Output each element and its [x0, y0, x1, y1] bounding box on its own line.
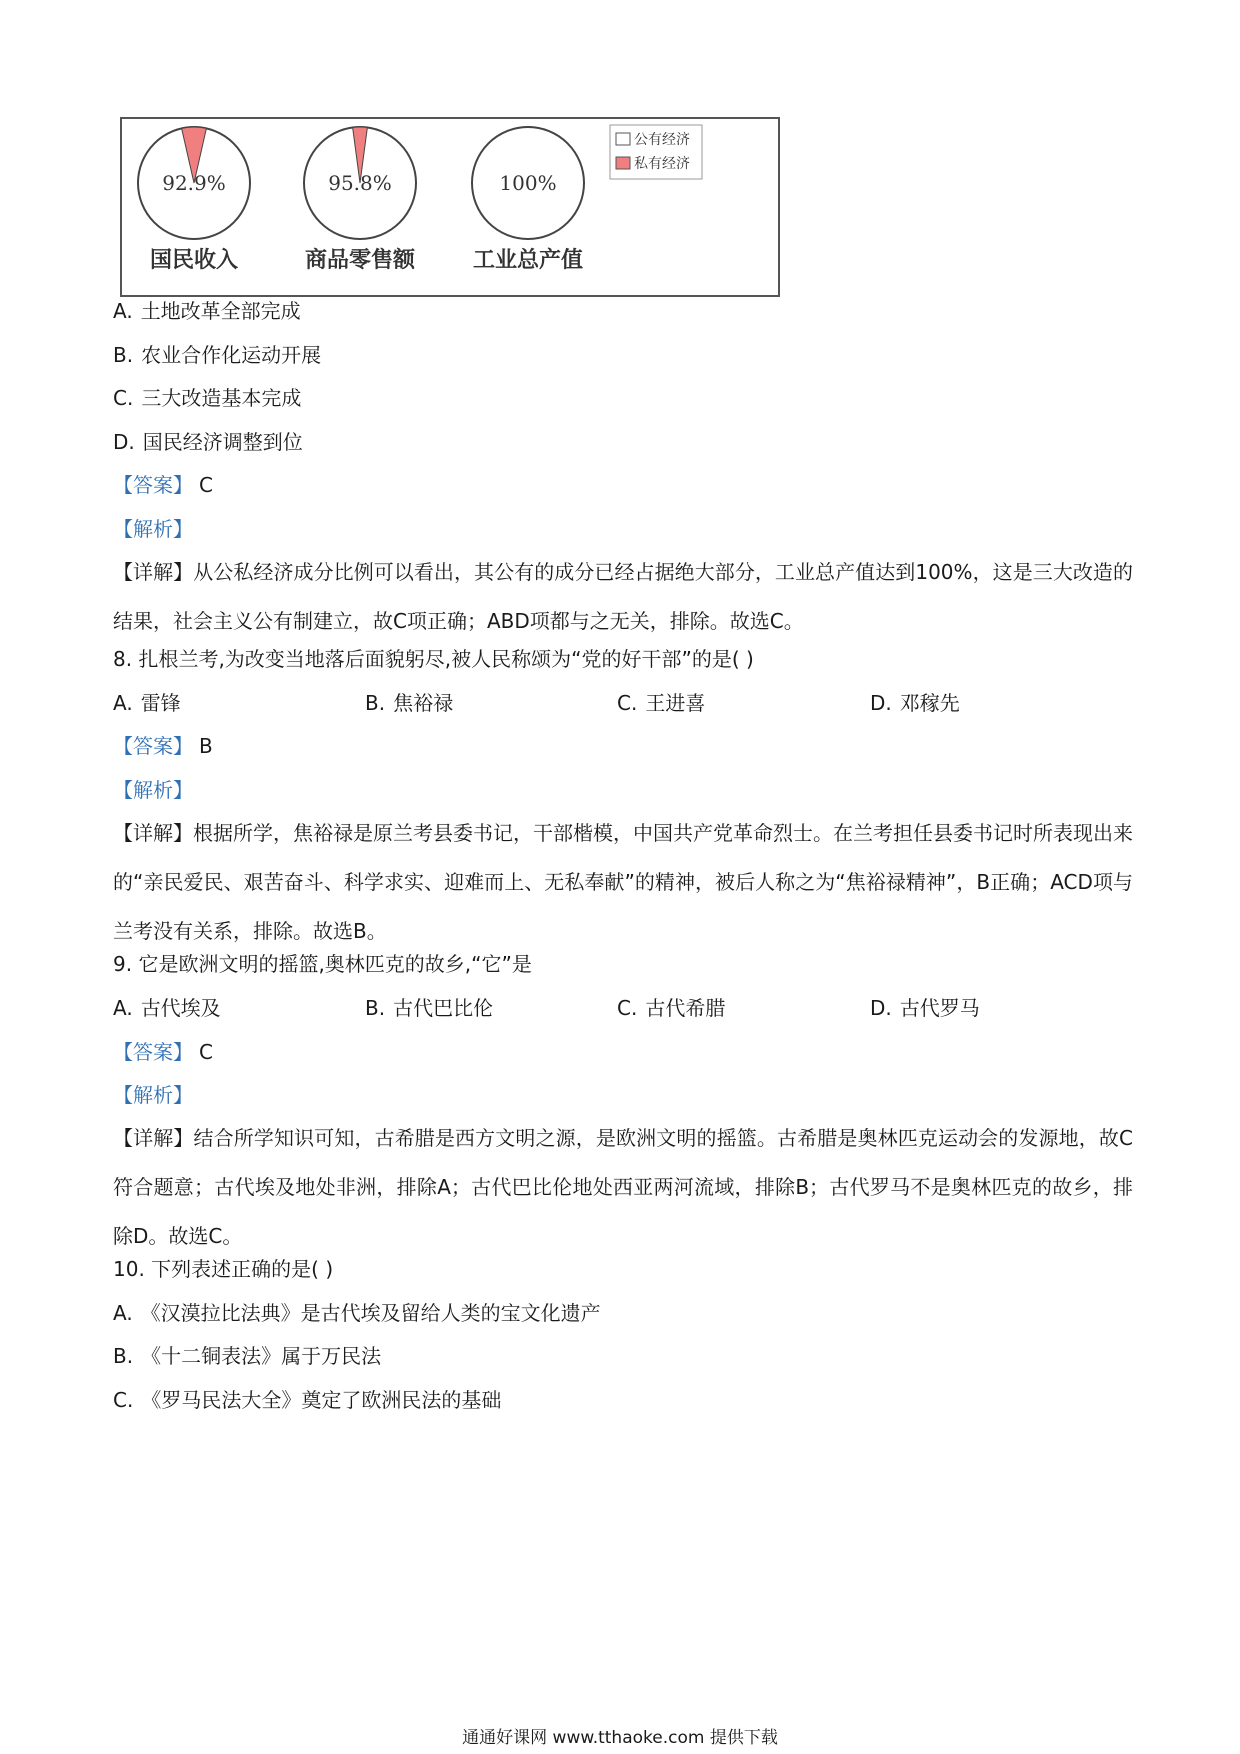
answer-tag: 【答案】	[113, 473, 193, 497]
answer-value: B	[199, 734, 213, 758]
option-letter: B.	[365, 691, 386, 715]
legend	[610, 125, 702, 179]
pie-caption: 商品零售额	[304, 247, 416, 273]
q9-stem: 9. 它是欧洲文明的摇篮,奥林匹克的故乡,“它”是	[113, 952, 532, 976]
option-letter: D.	[113, 430, 135, 454]
q8-option-a	[113, 688, 181, 718]
answer-value: C	[199, 1040, 213, 1064]
q8-option-c	[617, 688, 705, 718]
q10-option-a	[113, 1298, 601, 1328]
option-letter: B.	[113, 343, 134, 367]
option-letter: A.	[113, 1301, 133, 1325]
option-text: 农业合作化运动开展	[141, 343, 322, 367]
option-letter: C.	[617, 691, 638, 715]
q7-option-a	[113, 296, 301, 326]
option-letter: D.	[870, 996, 892, 1020]
analysis-tag: 【解析】	[113, 1083, 193, 1107]
pie-value-label: 95.8%	[328, 171, 392, 195]
q9-option-a	[113, 993, 221, 1023]
option-text: 王进喜	[645, 691, 706, 715]
option-letter: A.	[113, 299, 133, 323]
option-text: 焦裕禄	[393, 691, 454, 715]
q7-analysis	[113, 514, 193, 544]
q8-option-d	[870, 688, 960, 718]
legend-swatch-public	[616, 133, 630, 145]
q7-option-d	[113, 427, 303, 457]
option-letter: C.	[113, 1388, 134, 1412]
analysis-tag: 【解析】	[113, 778, 193, 802]
pie-caption: 工业总产值	[472, 247, 584, 273]
q8-detail: 【详解】根据所学，焦裕禄是原兰考县委书记，干部楷模，中国共产党革命烈士。在兰考担任县委书记时所表现出来的“亲民爱民、艰苦奋斗、科学求实、迎难而上、无私奉献”的精神，被后人称之为“焦裕禄精神”，B正确；ACD项与兰考没有关系，排除。故选B。	[113, 821, 1133, 943]
option-text: 三大改造基本完成	[141, 386, 302, 410]
q9-option-c	[617, 993, 725, 1023]
q9-option-b	[365, 993, 493, 1023]
q7-answer	[113, 470, 213, 500]
q10-option-c	[113, 1385, 501, 1415]
option-text: 古代希腊	[645, 996, 726, 1020]
option-letter: C.	[113, 386, 134, 410]
legend-swatch-private	[616, 157, 630, 169]
legend-label-private: 私有经济	[634, 156, 690, 172]
q7-option-c	[113, 383, 301, 413]
q7-option-b	[113, 340, 321, 370]
answer-value: C	[199, 473, 213, 497]
option-text: 古代埃及	[140, 996, 221, 1020]
q9-answer	[113, 1037, 213, 1067]
q8-option-b	[365, 688, 453, 718]
option-letter: B.	[365, 996, 386, 1020]
answer-tag: 【答案】	[113, 1040, 193, 1064]
pie-caption: 国民收入	[149, 247, 239, 273]
pie-chart-svg	[122, 119, 782, 299]
option-letter: A.	[113, 996, 133, 1020]
option-text: 邓稼先	[899, 691, 960, 715]
option-letter: D.	[870, 691, 892, 715]
option-text: 《十二铜表法》属于万民法	[141, 1344, 382, 1368]
q9-analysis	[113, 1080, 193, 1110]
option-text: 古代罗马	[899, 996, 980, 1020]
option-text: 土地改革全部完成	[140, 299, 301, 323]
option-letter: B.	[113, 1344, 134, 1368]
q10-option-b	[113, 1341, 381, 1371]
option-text: 《汉漠拉比法典》是古代埃及留给人类的宝文化遗产	[140, 1301, 601, 1325]
option-text: 国民经济调整到位	[142, 430, 303, 454]
option-text: 古代巴比伦	[393, 996, 494, 1020]
q8-answer	[113, 731, 213, 761]
q8-analysis	[113, 775, 193, 805]
option-text: 《罗马民法大全》奠定了欧洲民法的基础	[141, 1388, 502, 1412]
analysis-tag: 【解析】	[113, 517, 193, 541]
option-letter: A.	[113, 691, 133, 715]
answer-tag: 【答案】	[113, 734, 193, 758]
legend-label-public: 公有经济	[634, 132, 690, 148]
option-text: 雷锋	[140, 691, 181, 715]
q7-detail: 【详解】从公私经济成分比例可以看出，其公有的成分已经占据绝大部分，工业总产值达到100%，这是三大改造的结果，社会主义公有制建立，故C项正确；ABD项都与之无关，排除。故选C。	[113, 560, 1133, 633]
pie-value-label: 100%	[499, 171, 557, 195]
economy-pie-figure	[120, 117, 780, 297]
q8-stem: 8. 扎根兰考,为改变当地落后面貌躬尽,被人民称颂为“党的好干部”的是( )	[113, 647, 754, 671]
q10-stem: 10. 下列表述正确的是( )	[113, 1257, 334, 1281]
option-letter: C.	[617, 996, 638, 1020]
page-footer: 通通好课网 www.tthaoke.com 提供下载	[462, 1728, 778, 1748]
pie-value-label: 92.9%	[162, 171, 226, 195]
q9-option-d	[870, 993, 980, 1023]
q9-detail: 【详解】结合所学知识可知，古希腊是西方文明之源，是欧洲文明的摇篮。古希腊是奥林匹克运动会的发源地，故C符合题意；古代埃及地处非洲，排除A；古代巴比伦地处西亚两河流域，排除B；古代罗马不是奥林匹克的故乡，排除D。故选C。	[113, 1126, 1133, 1248]
